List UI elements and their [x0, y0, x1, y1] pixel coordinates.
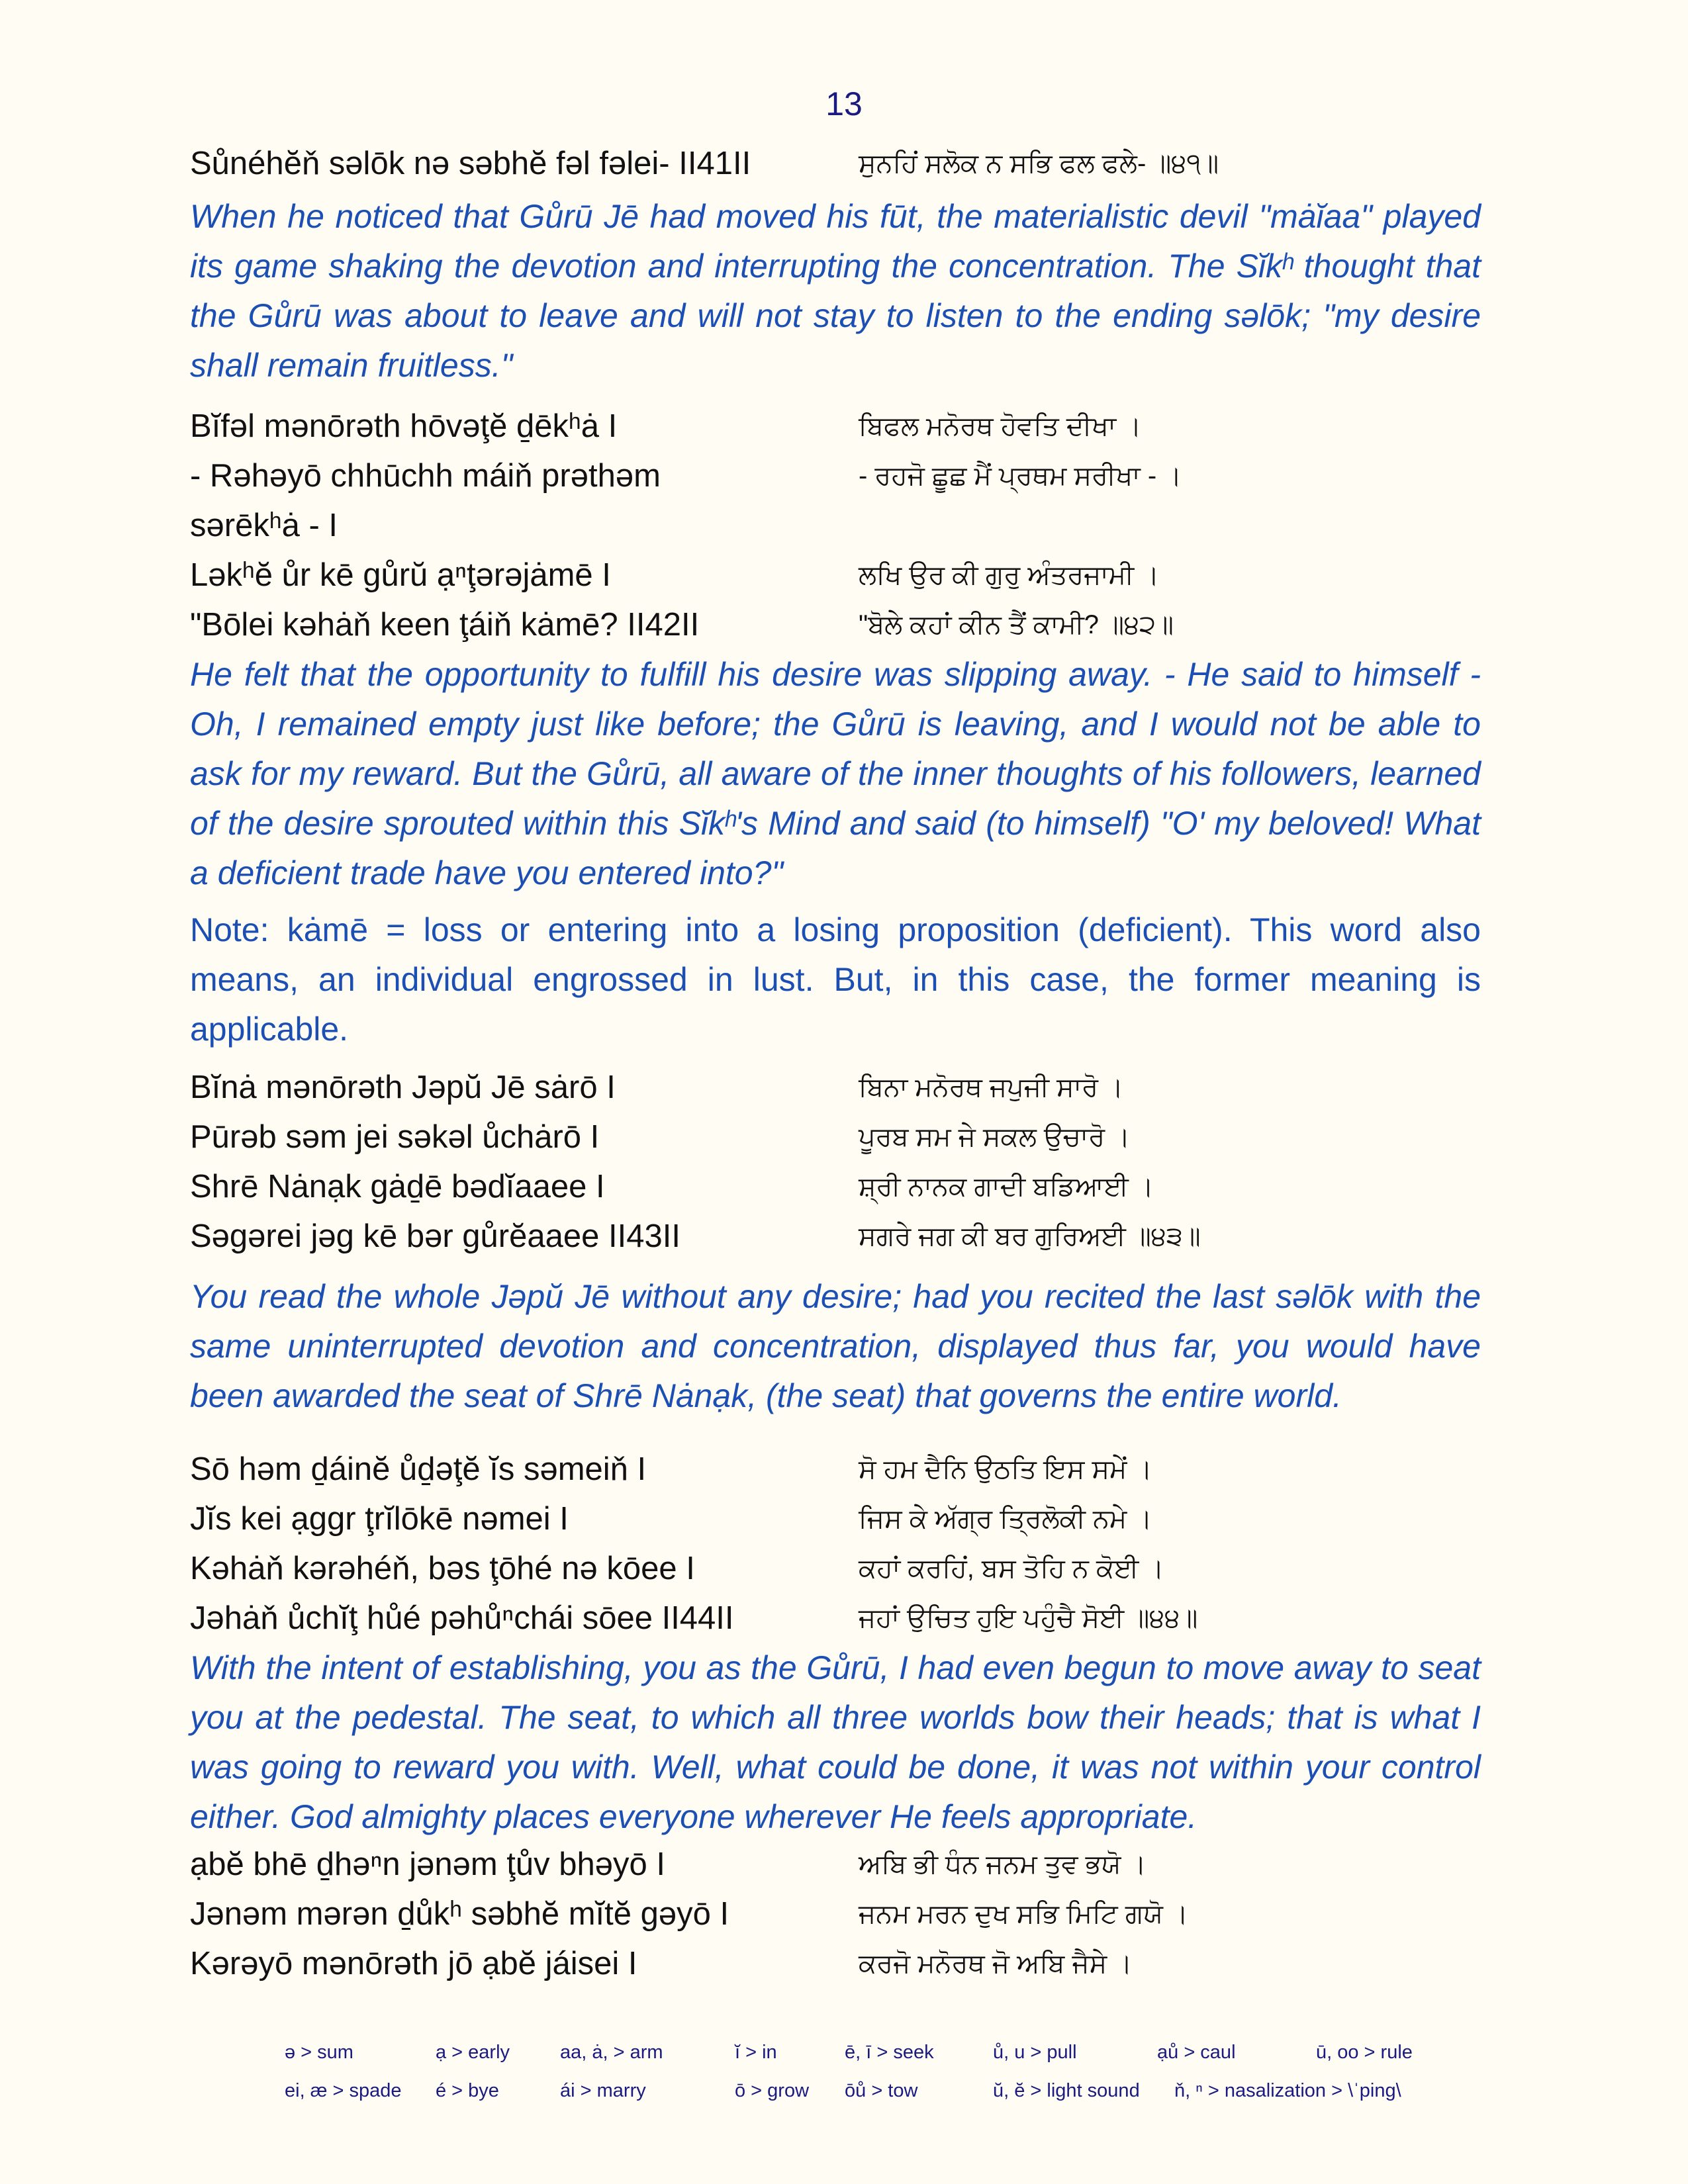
legend-row	[285, 2042, 1509, 2080]
verse-line	[190, 1939, 1501, 1988]
transliteration: Ləkʰĕ ůr kē gůrŭ ạⁿţərəjȧmē I	[190, 557, 611, 593]
legend-item: ů, u > pull	[993, 2042, 1077, 2063]
transliteration: Bĭfəl mənōrəth hōvəţĕ ḏēkʰȧ I	[190, 408, 618, 444]
transliteration: Jĭs kei ạggr ţrĭlōkē nəmei I	[190, 1501, 569, 1537]
legend-item: ū, oo > rule	[1316, 2042, 1413, 2063]
legend-item: ə > sum	[285, 2042, 353, 2063]
legend-item: ạů > caul	[1157, 2042, 1236, 2063]
legend-item: ạ > early	[436, 2042, 510, 2063]
transliteration: Kərəyō mənōrəth jō ạbĕ jáisei I	[190, 1946, 637, 1981]
legend-item: ái > marry	[560, 2080, 646, 2101]
gurmukhi: ਕਹਾਂ ਕਰਹਿਂ, ਬਸ ਤੋਹਿ ਨ ਕੋਈ ।	[859, 1554, 1164, 1583]
gurmukhi: ਜਿਸ ਕੇ ਅੱਗ੍ਰ ਤ੍ਰਿਲੋਕੀ ਨਮੇ ।	[859, 1504, 1152, 1533]
verse-line	[190, 600, 1501, 649]
gurmukhi: ਬਿਫਲ ਮਨੋਰਥ ਹੋਵਤਿ ਦੀਖਾ ।	[859, 412, 1142, 441]
verse-line	[190, 1544, 1501, 1593]
gurmukhi: ਸ਼੍ਰੀ ਨਾਨਕ ਗਾਦੀ ਬਡਿਆਈ ।	[859, 1172, 1154, 1201]
legend-item: ō > grow	[735, 2080, 810, 2101]
page-number: 13	[825, 85, 863, 122]
verse-line	[190, 1113, 1501, 1161]
verse-line	[190, 1063, 1501, 1112]
translation-paragraph: When he noticed that Gůrū Jē had moved his fūt, the materialistic devil "mȧĭaa" played its game shaking the devotion and interrupting the concentration. The Sĭkʰ thought that the Gůrū was about to leave and will not stay to listen to the ending səlōk; "my desire shall remain fruitless."	[190, 198, 1481, 384]
verse-line	[190, 402, 1501, 451]
gurmukhi: ਸਗਰੇ ਜਗ ਕੀ ਬਰ ਗੁਰਿਅਈ ॥੪੩॥	[859, 1222, 1201, 1251]
note-paragraph: Note: kȧmē = loss or entering into a losing proposition (deficient). This word also means, an individual engrossed in lust. But, in this case, the former meaning is applicable.	[190, 911, 1481, 1048]
transliteration: Kəhȧň kərəhéň, bəs ţōhé nə kōee I	[190, 1551, 695, 1586]
legend-item: ĭ > in	[735, 2042, 777, 2063]
gurmukhi: ਅਬਿ ਭੀ ਧੰਨ ਜਨਮ ਤੁਵ ਭਯੋ ।	[859, 1850, 1147, 1879]
transliteration: - Rəhəyō chhūchh máiň prəthəm	[190, 458, 661, 494]
verse-line	[190, 551, 1501, 600]
legend-item: ň, ⁿ > nasalization > \ˈping\	[1174, 2080, 1401, 2101]
gurmukhi: ਜਨਮ ਮਰਨ ਦੁਖ ਸਭਿ ਮਿਟਿ ਗਯੋ ।	[859, 1899, 1188, 1929]
verse-line	[190, 1840, 1501, 1889]
transliteration: Pūrəb səm jei səkəl ůchȧrō I	[190, 1119, 600, 1155]
verse-line	[190, 1594, 1501, 1643]
legend-item: ei, æ > spade	[285, 2080, 402, 2101]
translation-paragraph: You read the whole Jəpŭ Jē without any desire; had you recited the last səlōk with the same uninterrupted devotion and concentration, displayed thus far, you would have been awarded the seat of Shrē Nȧnạk, (the seat) that governs the entire world.	[190, 1278, 1481, 1414]
verse-line	[190, 1212, 1501, 1261]
verse-line	[190, 1494, 1501, 1543]
verse-line	[190, 451, 1501, 500]
transliteration: Sō həm ḏáinĕ ůḏəţĕ ĭs səmeiň I	[190, 1451, 647, 1487]
gurmukhi: ਜਹਾਂ ਉਚਿਤ ਹੁਇ ਪਹੁੰਚੈ ਸੋਈ ॥੪੪॥	[859, 1604, 1198, 1633]
pronunciation-legend	[285, 2042, 1509, 2118]
legend-item: é > bye	[436, 2080, 499, 2101]
translation-paragraph: He felt that the opportunity to fulfill his desire was slipping away. - He said to himself - Oh, I remained empty just like before; the Gůrū is leaving, and I would not be able to ask for my reward. But the Gůrū, all aware of the inner thoughts of his followers, learned of the desire sprouted within this Sĭkʰ's Mind and said (to himself) "O' my beloved! What a deficient trade have you entered into?"	[190, 656, 1481, 891]
transliteration: ạbĕ bhē ḏhəⁿn jənəm ţův bhəyō I	[190, 1846, 666, 1882]
legend-item: aa, ȧ, > arm	[560, 2042, 663, 2063]
gurmukhi: "ਬੋਲੇ ਕਹਾਂ ਕੀਨ ਤੈਂ ਕਾਮੀ? ॥੪੨॥	[859, 610, 1174, 639]
transliteration: Səgərei jəg kē bər gůrĕaaee II43II	[190, 1218, 680, 1254]
transliteration: Jəhȧň ůchĭţ hůé pəhůⁿchái sōee II44II	[190, 1600, 734, 1636]
gurmukhi: - ਰਹਜੋ ਛੂਛ ਮੈਂ ਪ੍ਰਥਮ ਸਰੀਖਾ - ।	[859, 461, 1182, 490]
legend-item: ōů > tow	[845, 2080, 918, 2101]
translation-paragraph: With the intent of establishing, you as the Gůrū, I had even begun to move away to seat you at the pedestal. The seat, to which all three worlds bow their heads; that is what I was going to reward you with. Well, what could be done, it was not within your control either. God almighty places everyone wherever He feels appropriate.	[190, 1649, 1481, 1835]
verse-line	[190, 1162, 1501, 1211]
gurmukhi: ਕਰਜੋ ਮਨੋਰਥ ਜੋ ਅਬਿ ਜੈਸੇ ।	[859, 1949, 1133, 1978]
verse-line	[190, 501, 1501, 550]
legend-row	[285, 2080, 1509, 2118]
gurmukhi: ਲਖਿ ਉਰ ਕੀ ਗੁਰੁ ਅੰਤਰਜਾਮੀ ।	[859, 561, 1160, 590]
transliteration: Sůnéhĕň səlōk nə səbhĕ fəl fəlei- II41II	[190, 146, 751, 181]
transliteration: sərēkʰȧ - I	[190, 508, 338, 543]
transliteration: "Bōlei kəhȧň keen ţáiň kȧmē? II42II	[190, 607, 700, 643]
legend-item: ŭ, ĕ > light sound	[993, 2080, 1140, 2101]
transliteration: Jənəm mərən ḏůkʰ səbhĕ mĭtĕ gəyō I	[190, 1896, 729, 1932]
gurmukhi: ਪੂਰਬ ਸਮ ਜੇ ਸਕਲ ਉਚਾਰੋ ।	[859, 1122, 1131, 1152]
gurmukhi: ਸੁਨਹਿਂ ਸਲੋਕ ਨ ਸਭਿ ਫਲ ਫਲੇ- ॥੪੧॥	[859, 149, 1219, 178]
verse-line	[190, 139, 1501, 188]
verse-line	[190, 1445, 1501, 1494]
gurmukhi: ਬਿਨਾ ਮਨੋਰਥ ਜਪੁਜੀ ਸਾਰੋ ।	[859, 1073, 1124, 1102]
transliteration: Shrē Nȧnạk gȧḏē bədĭaaee I	[190, 1169, 605, 1205]
gurmukhi: ਸੋ ਹਮ ਦੈਨਿ ਉਠਤਿ ਇਸ ਸਮੇਂ ।	[859, 1455, 1152, 1484]
verse-line	[190, 1889, 1501, 1938]
transliteration: Bĭnȧ mənōrəth Jəpŭ Jē sȧrō I	[190, 1069, 616, 1105]
legend-item: ē, ī > seek	[845, 2042, 934, 2063]
